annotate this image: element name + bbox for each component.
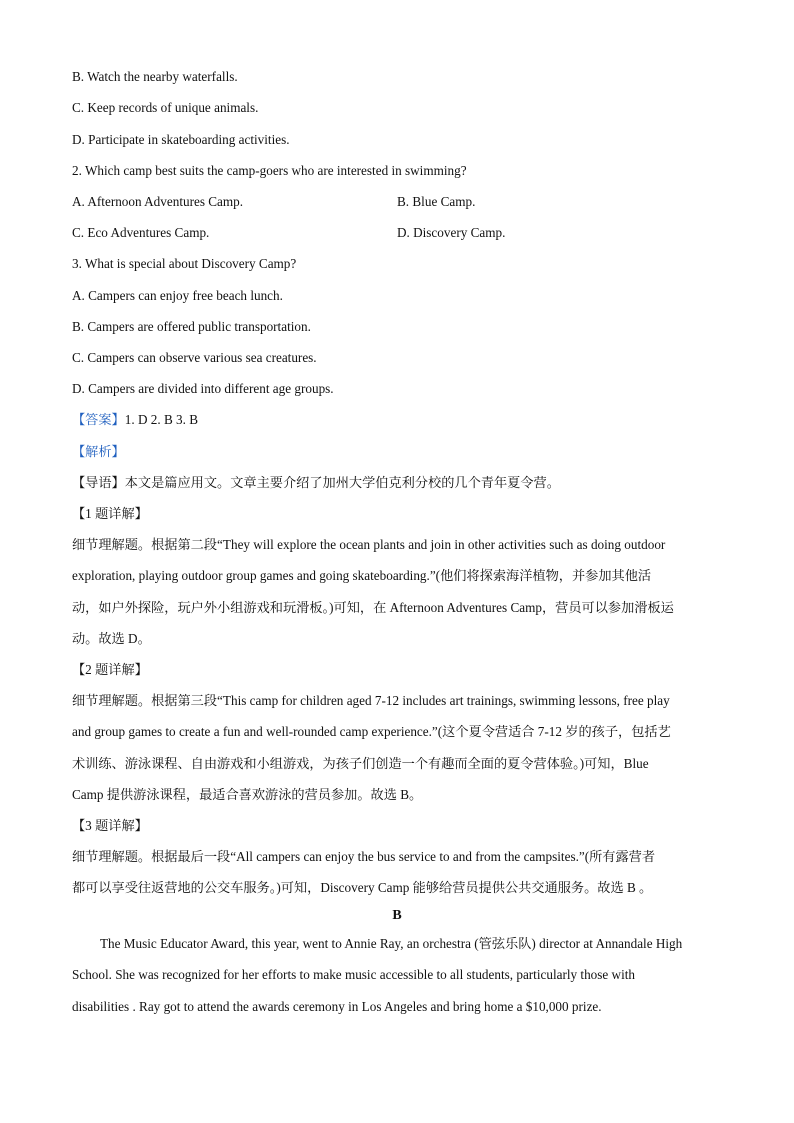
detail1-line: exploration, playing outdoor group games and going skateboarding.”(他们将探索海洋植物，并参加其他活 [72, 568, 652, 583]
answer-text: 1. D 2. B 3. B [124, 412, 199, 427]
q2-option-d: D. Discovery Camp. [397, 225, 506, 240]
detail2-line: Camp 提供游泳课程，最适合喜欢游泳的营员参加。故选 B。 [72, 787, 423, 802]
answer-line [72, 412, 198, 428]
guide-text: 本文是篇应用文。文章主要介绍了加州大学伯克利分校的几个青年夏令营。 [124, 475, 560, 490]
section-b-line: School. She was recognized for her efforts to make music accessible to all students, particularly those with [72, 967, 635, 982]
q2-option-b: B. Blue Camp. [397, 194, 476, 209]
analysis-label: 【解析】 [72, 444, 125, 459]
detail1-line: 细节理解题。根据第二段“They will explore the ocean plants and join in other activities such as doing outdoor [72, 537, 666, 552]
detail1-label: 【1 题详解】 [72, 506, 148, 521]
detail2-line: 术训练、游泳课程、自由游戏和小组游戏，为孩子们创造一个有趣而全面的夏令营体验。)可知，Blue [72, 756, 649, 771]
q2-option-c: C. Eco Adventures Camp. [72, 225, 210, 240]
q3-question: 3. What is special about Discovery Camp? [72, 256, 297, 271]
answer-label: 【答案】 [72, 412, 125, 427]
q3-option-a: A. Campers can enjoy free beach lunch. [72, 288, 283, 303]
detail1-line: 动。故选 D。 [72, 631, 151, 646]
q1-option-c: C. Keep records of unique animals. [72, 100, 259, 115]
q1-option-b: B. Watch the nearby waterfalls. [72, 69, 238, 84]
detail3-line: 都可以享受往返营地的公交车服务。)可知，Discovery Camp 能够给营员提供公共交通服务。故选 B 。 [72, 880, 653, 895]
section-b-line: The Music Educator Award, this year, went to Annie Ray, an orchestra (管弦乐队) director at Annandale High [100, 936, 683, 951]
detail3-line: 细节理解题。根据最后一段“All campers can enjoy the bus service to and from the campsites.”(所有露营者 [72, 849, 656, 864]
q1-option-d: D. Participate in skateboarding activities. [72, 132, 290, 147]
detail1-line: 动，如户外探险，玩户外小组游戏和玩滑板。)可知，在 Afternoon Adventures Camp，营员可以参加滑板运 [72, 600, 674, 615]
detail2-label: 【2 题详解】 [72, 662, 148, 677]
guide-line [72, 475, 560, 491]
detail2-line: and group games to create a fun and well-rounded camp experience.”(这个夏令营适合 7-12 岁的孩子，包括艺 [72, 724, 671, 739]
detail3-label: 【3 题详解】 [72, 818, 148, 833]
section-b-heading: B [392, 908, 402, 923]
section-b-line: disabilities . Ray got to attend the awards ceremony in Los Angeles and bring home a $10,000 prize. [72, 999, 602, 1014]
q3-option-d: D. Campers are divided into different age groups. [72, 381, 334, 396]
guide-label: 【导语】 [72, 475, 125, 490]
q3-option-b: B. Campers are offered public transportation. [72, 319, 311, 334]
q2-option-a: A. Afternoon Adventures Camp. [72, 194, 244, 209]
detail2-line: 细节理解题。根据第三段“This camp for children aged 7-12 includes art trainings, swimming lessons, free play [72, 693, 670, 708]
q3-option-c: C. Campers can observe various sea creatures. [72, 350, 317, 365]
q2-question: 2. Which camp best suits the camp-goers who are interested in swimming? [72, 163, 467, 178]
